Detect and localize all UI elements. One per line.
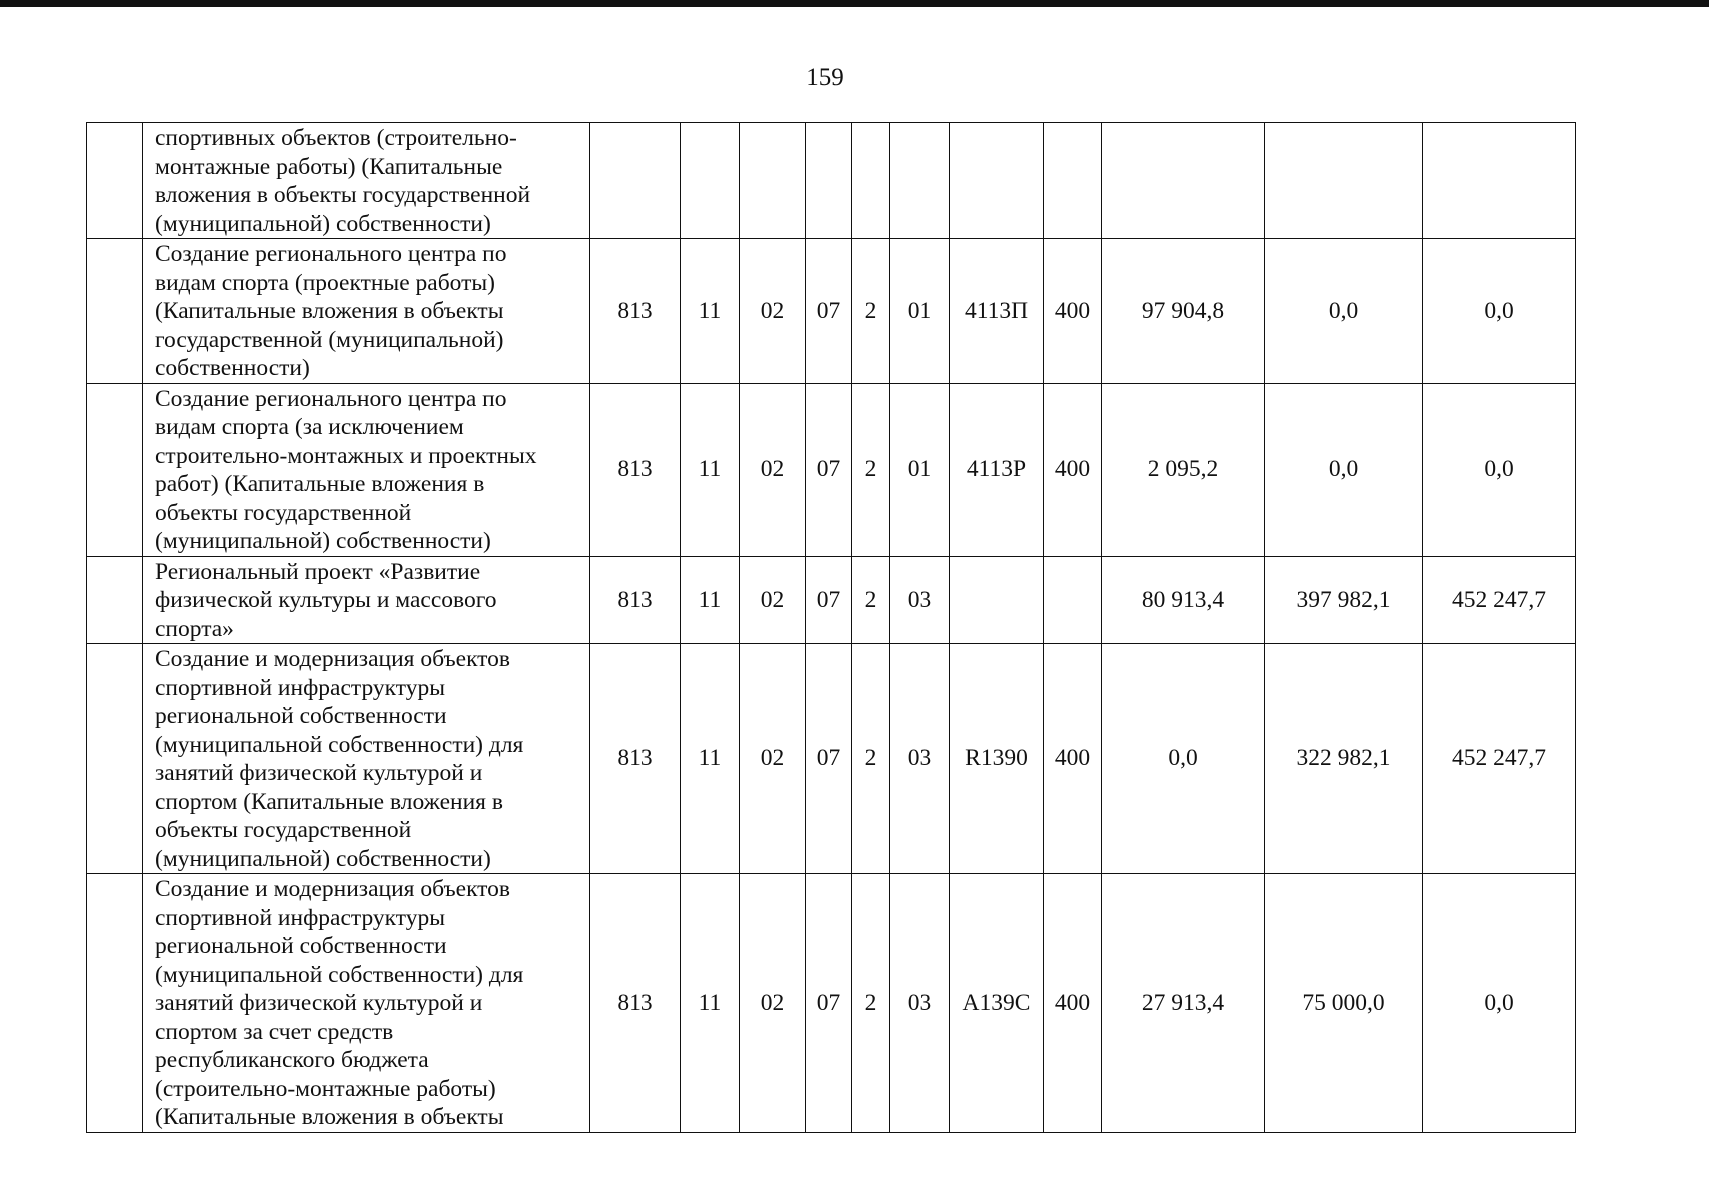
section-code-cell: 11 xyxy=(681,874,740,1133)
description-cell xyxy=(143,239,590,384)
grbs-code-cell: 813 xyxy=(590,644,681,874)
description-line: видам спорта (проектные работы) xyxy=(155,269,495,296)
subprogram-code-cell: 2 xyxy=(852,874,890,1133)
description-line: Создание регионального центра по xyxy=(155,241,507,267)
description-line: (Капитальные вложения в объекты xyxy=(155,298,504,324)
page-number: 159 xyxy=(806,64,844,91)
description-line: занятий физической культурой и xyxy=(155,760,483,786)
budget-table xyxy=(86,122,1576,1133)
table-row xyxy=(87,239,1576,384)
grbs-code-cell: 813 xyxy=(590,556,681,644)
description-line: объекты государственной xyxy=(155,499,412,526)
amount-year-2-cell: 75 000,0 xyxy=(1265,874,1423,1133)
grbs-code-cell: 813 xyxy=(590,239,681,384)
amount-year-1-cell: 2 095,2 xyxy=(1102,383,1265,556)
direction-code-cell: R1390 xyxy=(950,644,1044,874)
description-line: Создание и модернизация объектов xyxy=(155,876,510,902)
description-line: спорта» xyxy=(155,615,234,642)
description-line: (муниципальной) собственности) xyxy=(155,528,491,554)
amount-year-2-cell: 0,0 xyxy=(1265,383,1423,556)
amount-year-1-cell: 97 904,8 xyxy=(1102,239,1265,384)
description-cell xyxy=(143,644,590,874)
program-code-cell: 07 xyxy=(806,644,852,874)
program-code-cell: 07 xyxy=(806,874,852,1133)
description-line: работ) (Капитальные вложения в xyxy=(155,471,485,497)
amount-year-2-cell: 397 982,1 xyxy=(1265,556,1423,644)
subsection-code-cell: 02 xyxy=(740,874,806,1133)
section-code-cell: 11 xyxy=(681,644,740,874)
description-line: занятий физической культурой и xyxy=(155,990,483,1016)
amount-year-3-cell: 452 247,7 xyxy=(1423,644,1576,874)
description-line: (муниципальной собственности) для xyxy=(155,961,524,988)
row-number-cell xyxy=(87,383,143,556)
program-code-cell: 07 xyxy=(806,383,852,556)
row-number-cell xyxy=(87,239,143,384)
program-code-cell: 07 xyxy=(806,556,852,644)
direction-code-cell: 4113П xyxy=(950,239,1044,384)
description-line: Создание и модернизация объектов xyxy=(155,646,510,672)
description-line: (муниципальной собственности) для xyxy=(155,731,524,758)
subprogram-code-cell xyxy=(852,123,890,239)
amount-year-2-cell: 322 982,1 xyxy=(1265,644,1423,874)
activity-code-cell: 03 xyxy=(890,644,950,874)
expense-type-cell: 400 xyxy=(1044,239,1102,384)
description-line: (муниципальной) собственности) xyxy=(155,845,491,872)
program-code-cell: 07 xyxy=(806,239,852,384)
grbs-code-cell xyxy=(590,123,681,239)
description-cell xyxy=(143,383,590,556)
description-line: региональной собственности xyxy=(155,703,447,729)
table-row xyxy=(87,644,1576,874)
program-code-cell xyxy=(806,123,852,239)
amount-year-3-cell: 0,0 xyxy=(1423,239,1576,384)
description-line: монтажные работы) (Капитальные xyxy=(155,153,503,180)
amount-year-2-cell: 0,0 xyxy=(1265,239,1423,384)
description-line: строительно-монтажных и проектных xyxy=(155,442,537,469)
description-line: вложения в объекты государственной xyxy=(155,182,531,208)
amount-year-1-cell xyxy=(1102,123,1265,239)
amount-year-3-cell: 0,0 xyxy=(1423,383,1576,556)
expense-type-cell xyxy=(1044,556,1102,644)
direction-code-cell: А139С xyxy=(950,874,1044,1133)
amount-year-1-cell: 27 913,4 xyxy=(1102,874,1265,1133)
expense-type-cell: 400 xyxy=(1044,874,1102,1133)
direction-code-cell: 4113Р xyxy=(950,383,1044,556)
subprogram-code-cell: 2 xyxy=(852,383,890,556)
description-line: республиканского бюджета xyxy=(155,1047,429,1073)
description-line: региональной собственности xyxy=(155,933,447,959)
amount-year-2-cell xyxy=(1265,123,1423,239)
description-line: спортивной инфраструктуры xyxy=(155,674,446,701)
table-row xyxy=(87,556,1576,644)
activity-code-cell: 01 xyxy=(890,383,950,556)
subsection-code-cell: 02 xyxy=(740,239,806,384)
row-number-cell xyxy=(87,556,143,644)
description-line: спортом (Капитальные вложения в xyxy=(155,788,503,815)
table-row xyxy=(87,874,1576,1133)
description-line: спортивных объектов (строительно- xyxy=(155,125,517,151)
amount-year-3-cell xyxy=(1423,123,1576,239)
description-cell xyxy=(143,123,590,239)
description-line: собственности) xyxy=(155,355,310,381)
amount-year-3-cell: 0,0 xyxy=(1423,874,1576,1133)
subprogram-code-cell: 2 xyxy=(852,239,890,384)
direction-code-cell xyxy=(950,556,1044,644)
grbs-code-cell: 813 xyxy=(590,383,681,556)
section-code-cell: 11 xyxy=(681,383,740,556)
row-number-cell xyxy=(87,644,143,874)
description-line: физической культуры и массового xyxy=(155,587,497,613)
description-line: (муниципальной) собственности) xyxy=(155,210,491,237)
grbs-code-cell: 813 xyxy=(590,874,681,1133)
description-line: (строительно-монтажные работы) xyxy=(155,1075,496,1102)
subsection-code-cell: 02 xyxy=(740,644,806,874)
description-line: (Капитальные вложения в объекты xyxy=(155,1104,504,1130)
subsection-code-cell: 02 xyxy=(740,383,806,556)
subprogram-code-cell: 2 xyxy=(852,556,890,644)
subprogram-code-cell: 2 xyxy=(852,644,890,874)
description-line: Создание регионального центра по xyxy=(155,385,507,412)
expense-type-cell: 400 xyxy=(1044,383,1102,556)
description-line: объекты государственной xyxy=(155,817,412,843)
description-line: государственной (муниципальной) xyxy=(155,326,504,353)
section-code-cell xyxy=(681,123,740,239)
table-body xyxy=(87,123,1576,1133)
row-number-cell xyxy=(87,874,143,1133)
scan-top-edge xyxy=(0,0,1709,7)
expense-type-cell xyxy=(1044,123,1102,239)
description-line: Региональный проект «Развитие xyxy=(155,558,481,585)
section-code-cell: 11 xyxy=(681,239,740,384)
activity-code-cell: 03 xyxy=(890,556,950,644)
section-code-cell: 11 xyxy=(681,556,740,644)
expense-type-cell: 400 xyxy=(1044,644,1102,874)
amount-year-1-cell: 80 913,4 xyxy=(1102,556,1265,644)
table-row xyxy=(87,123,1576,239)
description-line: видам спорта (за исключением xyxy=(155,414,464,440)
activity-code-cell: 01 xyxy=(890,239,950,384)
activity-code-cell: 03 xyxy=(890,874,950,1133)
activity-code-cell xyxy=(890,123,950,239)
direction-code-cell xyxy=(950,123,1044,239)
table-row xyxy=(87,383,1576,556)
description-cell xyxy=(143,556,590,644)
subsection-code-cell: 02 xyxy=(740,556,806,644)
row-number-cell xyxy=(87,123,143,239)
description-line: спортивной инфраструктуры xyxy=(155,904,446,931)
description-line: спортом за счет средств xyxy=(155,1018,394,1045)
subsection-code-cell xyxy=(740,123,806,239)
description-cell xyxy=(143,874,590,1133)
amount-year-1-cell: 0,0 xyxy=(1102,644,1265,874)
amount-year-3-cell: 452 247,7 xyxy=(1423,556,1576,644)
